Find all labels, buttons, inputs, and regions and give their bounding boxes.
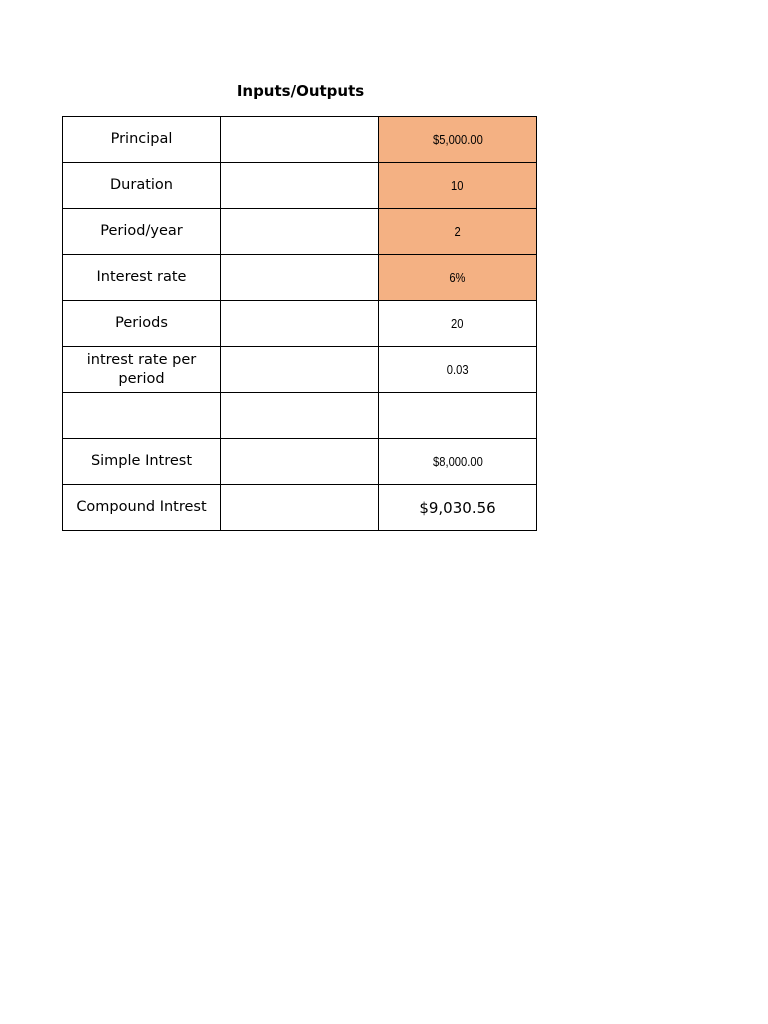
label-cell[interactable]: intrest rate per period — [63, 347, 221, 393]
duration-input-cell[interactable] — [379, 163, 537, 209]
period-per-year-input-cell[interactable] — [379, 209, 537, 255]
blank-cell[interactable] — [221, 163, 379, 209]
blank-cell[interactable] — [221, 301, 379, 347]
cell-value: 2 — [454, 224, 461, 239]
label-cell[interactable]: Periods — [63, 301, 221, 347]
rate-per-period-output-cell[interactable] — [379, 347, 537, 393]
label-cell[interactable]: Simple Intrest — [63, 439, 221, 485]
label-cell[interactable] — [63, 393, 221, 439]
blank-cell[interactable] — [221, 439, 379, 485]
cell-value: 20 — [451, 316, 464, 331]
cell-value: 6% — [449, 270, 466, 285]
compound-interest-output-cell[interactable] — [379, 485, 537, 531]
label-cell[interactable]: Duration — [63, 163, 221, 209]
table-row-periods — [63, 301, 537, 347]
inputs-outputs-table — [62, 116, 537, 531]
table-row-principal — [63, 117, 537, 163]
cell-value: 0.03 — [446, 362, 469, 377]
blank-cell[interactable] — [221, 347, 379, 393]
blank-cell[interactable] — [221, 393, 379, 439]
empty-value-cell[interactable] — [379, 393, 537, 439]
principal-input-cell[interactable] — [379, 117, 537, 163]
sheet-title: Inputs/Outputs — [236, 82, 365, 100]
label-cell[interactable]: Compound Intrest — [63, 485, 221, 531]
cell-value: $8,000.00 — [432, 454, 483, 469]
table-row-rate-per-period — [63, 347, 537, 393]
label-cell[interactable]: Period/year — [63, 209, 221, 255]
blank-cell[interactable] — [221, 255, 379, 301]
cell-value: 10 — [451, 178, 464, 193]
table-row-interest-rate — [63, 255, 537, 301]
label-cell[interactable]: Principal — [63, 117, 221, 163]
label-cell[interactable]: Interest rate — [63, 255, 221, 301]
blank-cell[interactable] — [221, 209, 379, 255]
table-row-duration — [63, 163, 537, 209]
blank-cell[interactable] — [221, 117, 379, 163]
periods-output-cell[interactable] — [379, 301, 537, 347]
blank-cell[interactable] — [221, 485, 379, 531]
simple-interest-output-cell[interactable] — [379, 439, 537, 485]
table-row-compound-interest — [63, 485, 537, 531]
interest-rate-input-cell[interactable] — [379, 255, 537, 301]
table-row-simple-interest — [63, 439, 537, 485]
table-row-period-per-year — [63, 209, 537, 255]
cell-value: $9,030.56 — [419, 498, 496, 517]
table-row-empty — [63, 393, 537, 439]
cell-value: $5,000.00 — [432, 132, 483, 147]
